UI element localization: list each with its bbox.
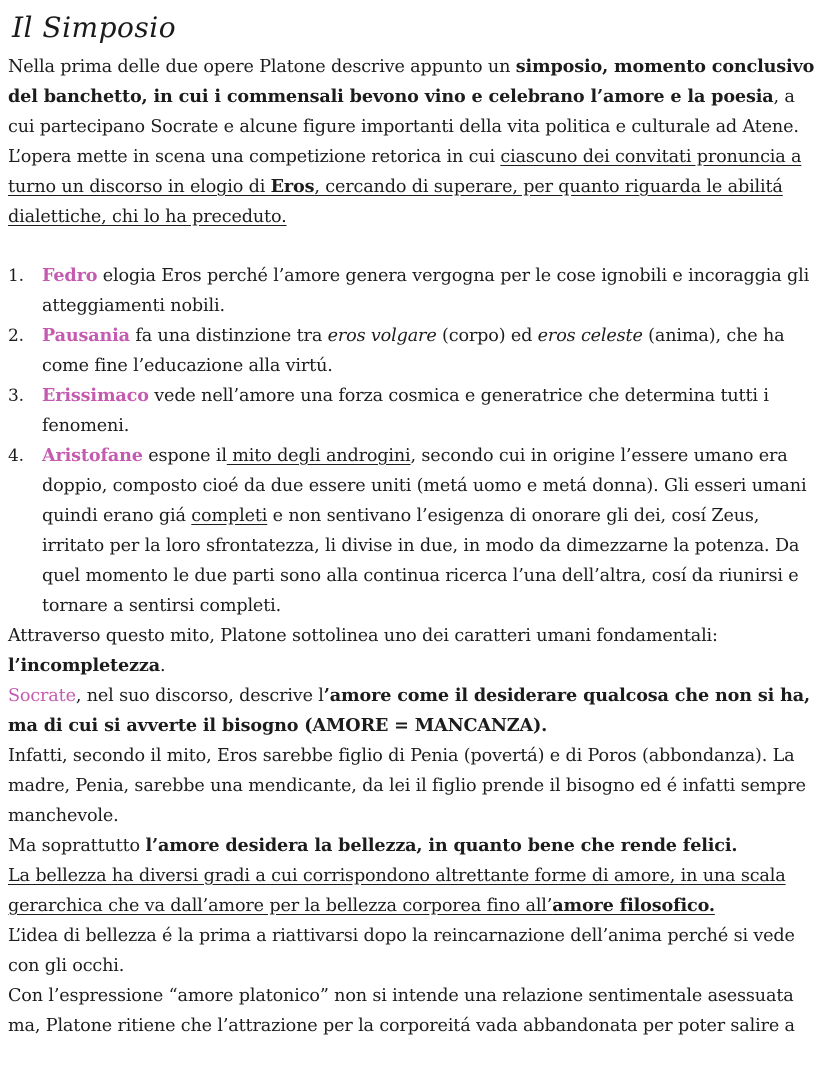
competition-underline-end: , cercando di superare, per quanto riguarda le abilitá dialettiche, chi lo ha preceduto. [8,177,783,227]
beauty-text: Ma soprattutto [8,836,146,856]
document-body [8,52,820,1041]
myth-bold: l’incompletezza [8,655,160,676]
speaker-text: e non sentivano l’esigenza di onorare gli dei, cosí Zeus, irritato per la loro sfrontatezza, li divise in due, in modo da dimezzarne la potenza. Da quel momento le due parti sono alla continua ricerca l’una dell’altra, cosí da riunirsi e tornare a sentirsi completi. [42,506,800,616]
speaker-text: fa una distinzione tra [129,326,328,346]
list-number: 2. [8,326,24,346]
eros-bold: Eros [270,176,315,197]
speaker-text: (anima), che ha come fine l’educazione alla virtú. [42,326,785,376]
list-number: 1. [8,266,24,286]
myth-end: . [159,656,166,676]
speaker-name: Pausania [42,325,130,346]
socrate-text: , nel suo discorso, descrive l [75,686,324,706]
speaker-italic: eros volgare [327,326,437,346]
competition-text: L’opera mette in scena una competizione retorica in cui [8,147,501,167]
speaker-text: , secondo cui in origine l’essere umano era doppio, composto cioé da due essere uniti (metá uomo e metá donna). Gli esseri umani quindi erano giá [42,446,807,526]
speaker-text: espone il [142,446,227,466]
competition-underline-text: ciascuno dei convitati pronuncia a turno un discorso in elogio di [8,147,802,197]
myth-paragraph [8,621,820,681]
scale-paragraph [8,861,820,921]
speaker-text: vede nell’amore una forza cosmica e generatrice che determina tutti i fenomeni. [42,386,769,436]
list-number: 4. [8,446,24,466]
speaker-name: Erissimaco [42,385,149,406]
beauty-bold: l’amore desidera la bellezza, in quanto bene che rende felici. [145,835,738,856]
socrate-paragraph [8,681,820,741]
list-number: 3. [8,386,24,406]
speaker-italic: eros celeste [537,326,643,346]
intro-text-end: , a cui partecipano Socrate e alcune figure importanti della vita politica e culturale ad Atene. [8,87,799,137]
list-item [8,441,820,621]
socrate-bold: ’amore come il desiderare qualcosa che non si ha, ma di cui si avverte il bisogno (AMORE = MANCANZA). [8,685,810,736]
speaker-name: Aristofane [42,445,143,466]
speakers-list [8,261,820,621]
speaker-underline: mito degli androgini [226,446,411,466]
list-item [8,321,820,381]
speaker-text: (corpo) ed [436,326,538,346]
beauty-paragraph [8,831,820,861]
intro-text: Nella prima delle due opere Platone descrive appunto un [8,57,516,77]
list-item [8,261,820,321]
scale-underline [8,866,786,916]
intro-paragraph [8,52,820,142]
speaker-underline: completi [191,506,268,526]
speaker-name: Fedro [42,265,98,286]
competition-paragraph [8,142,820,232]
page-title: Il Simposio [12,11,177,44]
scale-bold: amore filosofico. [552,895,715,916]
list-item [8,381,820,441]
speaker-text: elogia Eros perché l’amore genera vergogna per le cose ignobili e incoraggia gli atteggiamenti nobili. [42,266,810,316]
intro-bold: simposio, momento conclusivo del banchetto, in cui i commensali bevono vino e celebrano l’amore e la poesia [8,56,815,107]
platonic-paragraph: Con l’espressione “amore platonico” non si intende una relazione sentimentale asessuata ma, Platone ritiene che l’attrazione per la corporeitá vada abbandonata per poter salire a [8,986,795,1036]
penia-paragraph: Infatti, secondo il mito, Eros sarebbe figlio di Penia (povertá) e di Poros (abbondanza). La madre, Penia, sarebbe una mendicante, da lei il figlio prende il bisogno ed é infatti sempre manchevole. [8,746,806,826]
scale-underline-text: La bellezza ha diversi gradi a cui corrispondono altrettante forme di amore, in una scala gerarchica che va dall’amore per la bellezza corporea fino all’ [8,866,786,916]
myth-text: Attraverso questo mito, Platone sottolinea uno dei caratteri umani fondamentali: [8,626,718,646]
socrate-name: Socrate [8,686,76,706]
idea-paragraph: L’idea di bellezza é la prima a riattivarsi dopo la reincarnazione dell’anima perché si vede con gli occhi. [8,926,795,976]
